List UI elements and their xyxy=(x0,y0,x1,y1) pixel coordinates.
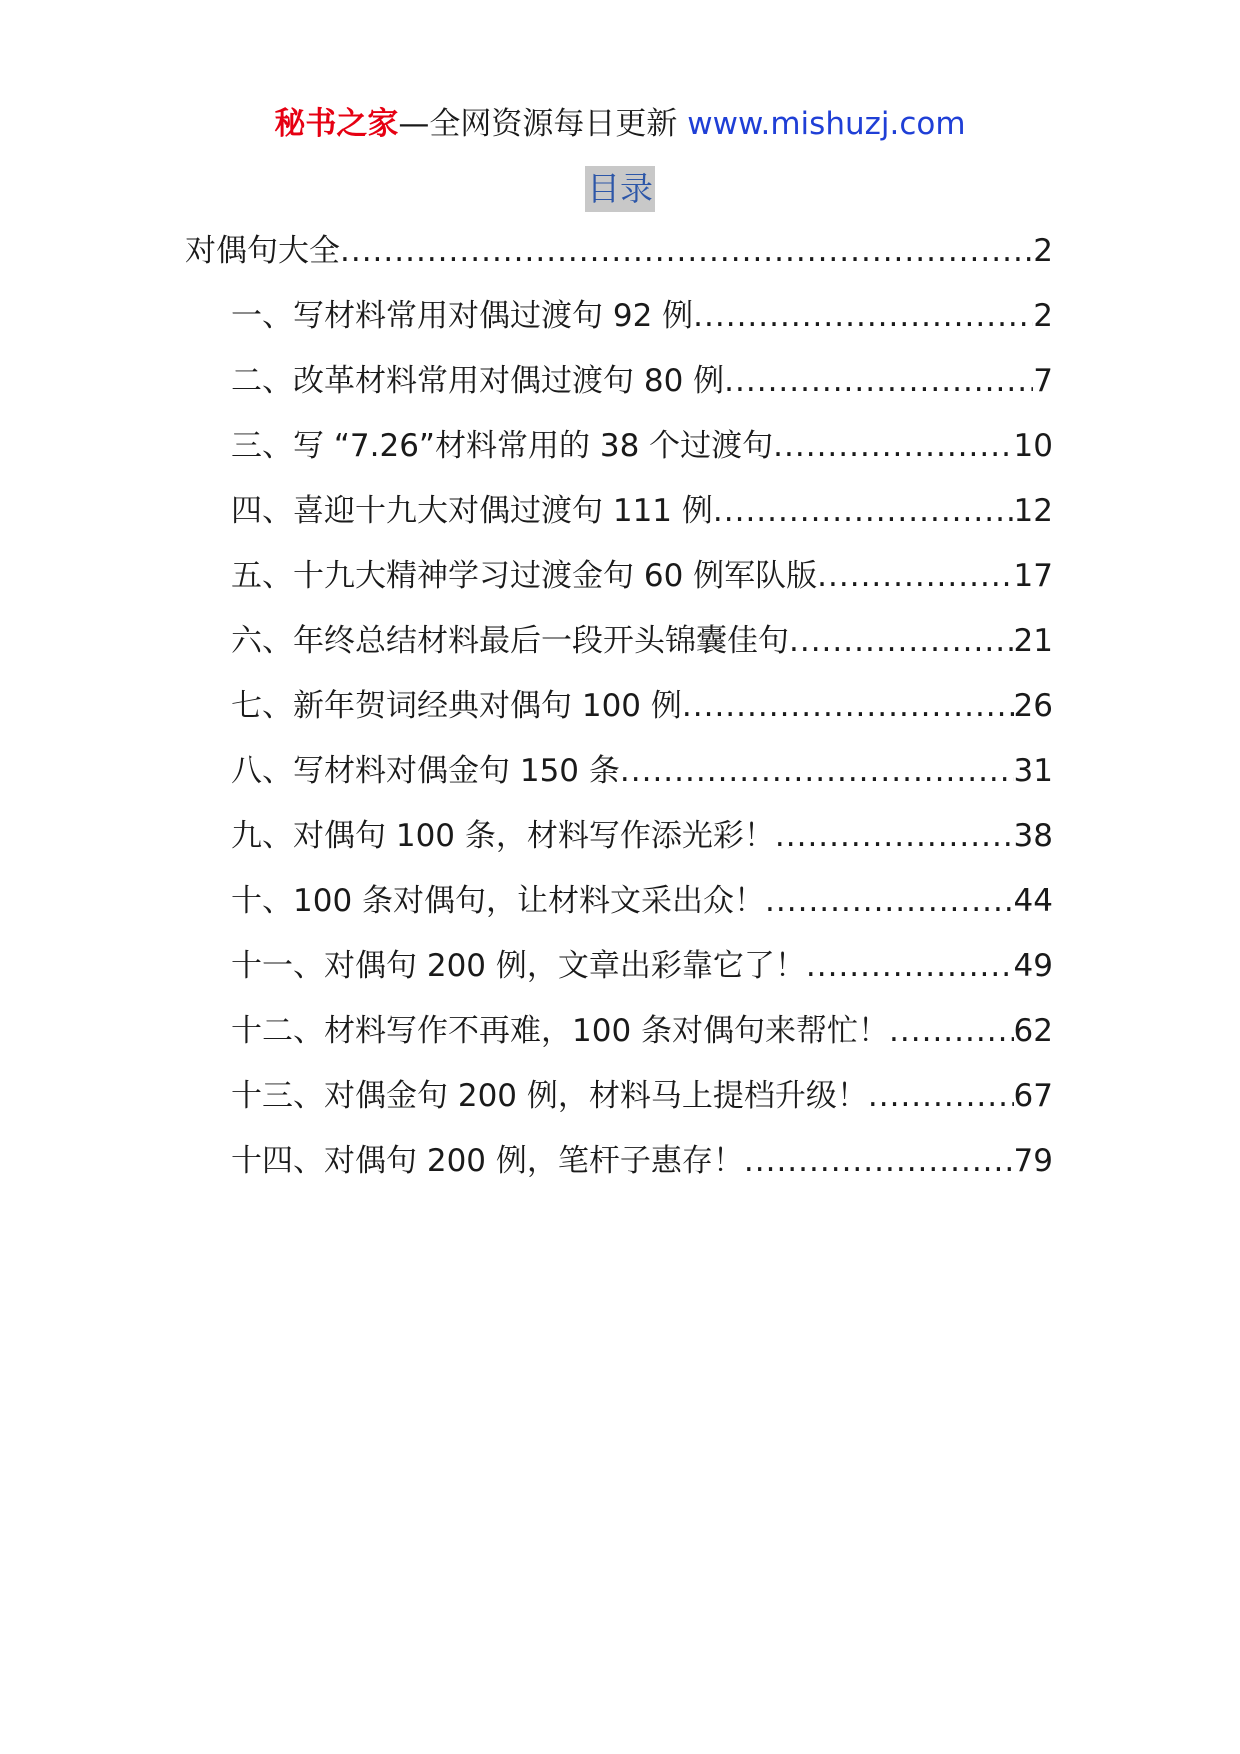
toc-entry[interactable] xyxy=(185,618,1053,683)
toc-dot-leader xyxy=(693,293,1033,339)
toc-entry-label: 一、写材料常用对偶过渡句 92 例 xyxy=(231,298,694,334)
toc-entry-page: 17 xyxy=(1013,558,1053,594)
toc-entry[interactable] xyxy=(185,488,1053,553)
brand-name: 秘书之家 xyxy=(274,106,399,142)
toc-entry-label: 六、年终总结材料最后一段开头锦囊佳句 xyxy=(231,623,789,659)
toc-entry-label: 十三、对偶金句 200 例，材料马上提档升级！ xyxy=(231,1078,868,1114)
toc-entry-label: 四、喜迎十九大对偶过渡句 111 例 xyxy=(231,493,713,529)
toc-entry-page: 10 xyxy=(1013,428,1053,464)
toc-entry-label: 七、新年贺词经典对偶句 100 例 xyxy=(231,688,682,724)
toc-entry-page: 79 xyxy=(1013,1143,1053,1179)
table-of-contents xyxy=(185,228,1053,1203)
toc-dot-leader xyxy=(340,228,1033,274)
toc-entry[interactable] xyxy=(185,1138,1053,1203)
toc-entry-page: 2 xyxy=(1033,298,1053,334)
toc-title: 目录 xyxy=(585,166,655,212)
toc-entry[interactable] xyxy=(185,943,1053,1008)
toc-entry-label: 十四、对偶句 200 例，笔杆子惠存！ xyxy=(231,1143,744,1179)
toc-dot-leader xyxy=(775,813,1014,859)
toc-entry[interactable] xyxy=(185,813,1053,878)
toc-entry[interactable] xyxy=(185,228,1053,293)
toc-entry-page: 26 xyxy=(1013,688,1053,724)
toc-entry[interactable] xyxy=(185,1008,1053,1073)
toc-entry-page: 31 xyxy=(1013,753,1053,789)
toc-entry[interactable] xyxy=(185,878,1053,943)
toc-dot-leader xyxy=(789,618,1014,664)
toc-dot-leader xyxy=(744,1138,1014,1184)
toc-entry-label: 十一、对偶句 200 例，文章出彩靠它了！ xyxy=(231,948,806,984)
toc-entry-page: 7 xyxy=(1033,363,1053,399)
toc-entry-label: 二、改革材料常用对偶过渡句 80 例 xyxy=(231,363,725,399)
toc-entry-label: 对偶句大全 xyxy=(185,233,340,269)
toc-entry[interactable] xyxy=(185,748,1053,813)
toc-entry-label: 十二、材料写作不再难，100 条对偶句来帮忙！ xyxy=(231,1013,890,1049)
toc-dot-leader xyxy=(889,1008,1014,1054)
toc-dot-leader xyxy=(806,943,1014,989)
toc-entry-label: 五、十九大精神学习过渡金句 60 例军队版 xyxy=(231,558,818,594)
header-tagline: —全网资源每日更新 xyxy=(398,106,688,142)
toc-entry-label: 十、100 条对偶句，让材料文采出众！ xyxy=(231,883,766,919)
toc-entry-page: 38 xyxy=(1013,818,1053,854)
toc-entry-page: 44 xyxy=(1013,883,1053,919)
toc-dot-leader xyxy=(724,358,1033,404)
toc-dot-leader xyxy=(682,683,1014,729)
toc-entry[interactable] xyxy=(185,1073,1053,1138)
toc-dot-leader xyxy=(765,878,1014,924)
toc-entry-page: 2 xyxy=(1033,233,1053,269)
toc-title-container xyxy=(0,166,1240,212)
toc-entry-label: 八、写材料对偶金句 150 条 xyxy=(231,753,620,789)
toc-dot-leader xyxy=(817,553,1013,599)
toc-entry[interactable] xyxy=(185,683,1053,748)
toc-entry-page: 21 xyxy=(1013,623,1053,659)
toc-entry-page: 67 xyxy=(1013,1078,1053,1114)
toc-dot-leader xyxy=(773,423,1013,469)
toc-dot-leader xyxy=(868,1073,1014,1119)
toc-entry-label: 三、写 “7.26”材料常用的 38 个过渡句 xyxy=(231,428,774,464)
toc-entry[interactable] xyxy=(185,553,1053,618)
toc-dot-leader xyxy=(713,488,1014,534)
toc-dot-leader xyxy=(620,748,1014,794)
site-url-link[interactable]: www.mishuzj.com xyxy=(687,106,966,142)
toc-entry-page: 12 xyxy=(1013,493,1053,529)
toc-entry[interactable] xyxy=(185,293,1053,358)
toc-entry[interactable] xyxy=(185,358,1053,423)
toc-entry-page: 49 xyxy=(1013,948,1053,984)
page-header xyxy=(0,100,1240,148)
toc-entry[interactable] xyxy=(185,423,1053,488)
toc-entry-page: 62 xyxy=(1013,1013,1053,1049)
toc-entry-label: 九、对偶句 100 条，材料写作添光彩！ xyxy=(231,818,775,854)
